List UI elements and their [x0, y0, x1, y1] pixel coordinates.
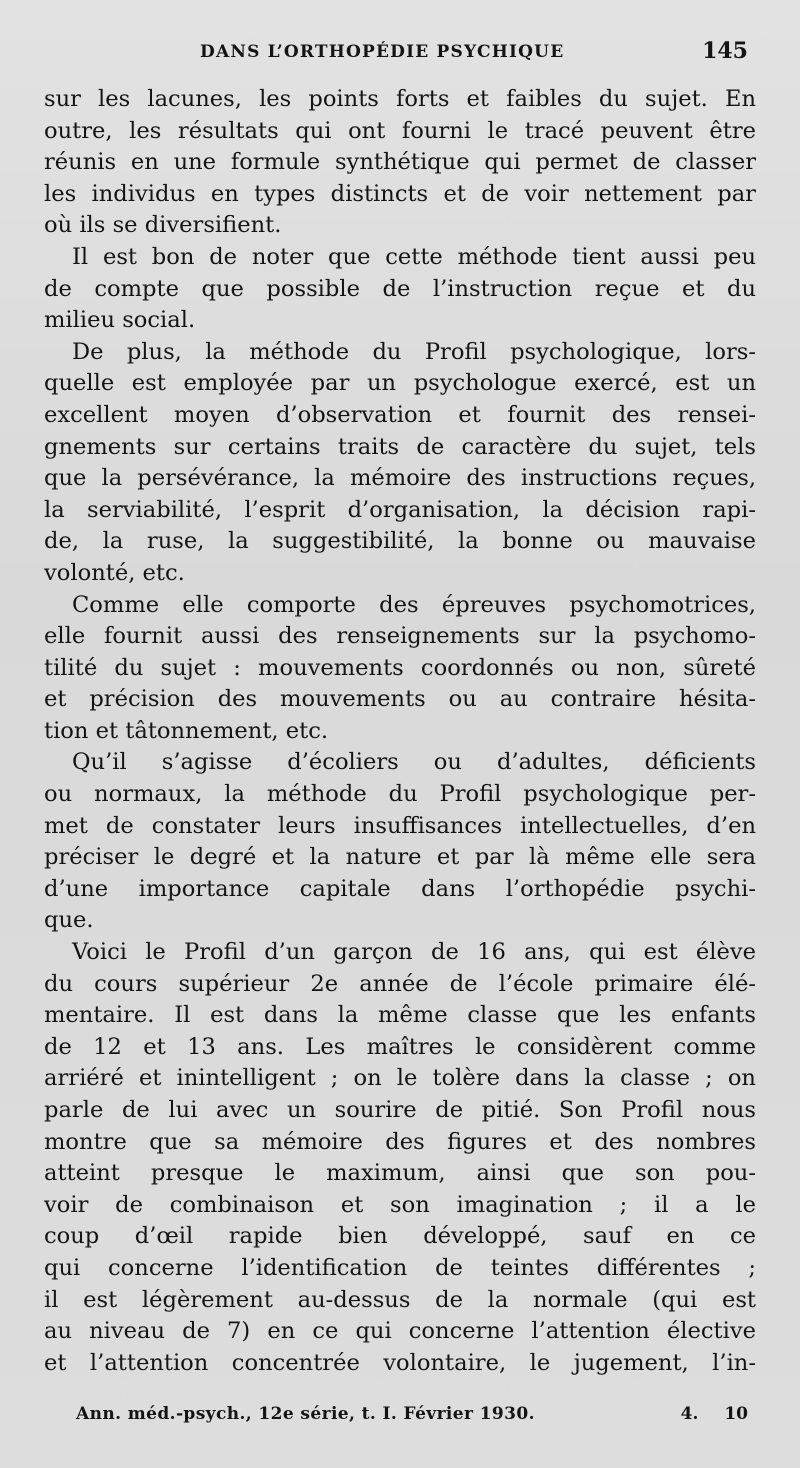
text-line: voir de combinaison et son imagination ; il a le: [44, 1191, 756, 1218]
text-line: où ils se diversifient.: [44, 212, 282, 239]
text-line: Qu’il s’agisse d’écoliers ou d’adultes, déficients: [72, 749, 756, 776]
text-line: coup d’œil rapide bien développé, sauf en ce: [44, 1223, 756, 1250]
text-line: tion et tâtonnement, etc.: [44, 717, 329, 744]
text-line: d’une importance capitale dans l’orthopédie psychi-: [44, 875, 756, 902]
text-line: de, la ruse, la suggestibilité, la bonne ou mauvaise: [44, 528, 756, 555]
text-line: parle de lui avec un sourire de pitié. Son Profil nous: [44, 1097, 756, 1123]
text-line: met de constater leurs insuffisances intellectuelles, d’en: [44, 812, 756, 839]
running-head: [200, 38, 748, 68]
text-line: et précision des mouvements ou au contraire hésita-: [44, 686, 756, 713]
text-line: tilité du sujet : mouvements coordonnés ou non, sûreté: [44, 654, 756, 681]
text-line: ou normaux, la méthode du Profil psychologique per-: [44, 781, 756, 808]
text-line: De plus, la méthode du Profil psychologique, lors-: [72, 338, 756, 365]
page-number: 145: [702, 38, 748, 64]
running-title: DANS L’ORTHOPÉDIE PSYCHIQUE: [200, 42, 565, 62]
text-line: atteint presque le maximum, ainsi que son pou-: [44, 1160, 756, 1187]
text-line: réunis en une formule synthétique qui permet de classer: [44, 149, 756, 176]
journal-citation: Ann. méd.-psych., 12e série, t. I. Février 1930.: [76, 1404, 535, 1424]
text-line: que la persévérance, la mémoire des instructions reçues,: [44, 465, 756, 492]
text-line: mentaire. Il est dans la même classe que les enfants: [44, 1002, 756, 1029]
text-line: gnements sur certains traits de caractère du sujet, tels: [44, 433, 756, 460]
footer: [76, 1404, 748, 1434]
text-line: arriéré et inintelligent ; on le tolère dans la classe ; on: [44, 1065, 756, 1092]
text-line: les individus en types distincts et de voir nettement par: [44, 180, 756, 207]
text-line: qui concerne l’identification de teintes différentes ;: [44, 1254, 756, 1281]
text-line: quelle est employée par un psychologue exercé, est un: [44, 370, 756, 397]
text-line: montre que sa mémoire des figures et des nombres: [44, 1128, 756, 1155]
text-line: du cours supérieur 2e année de l’école primaire élé-: [44, 970, 756, 997]
body-text: [44, 84, 756, 1379]
text-line: Il est bon de noter que cette méthode tient aussi peu: [72, 243, 756, 270]
text-line: de compte que possible de l’instruction reçue et du: [44, 275, 756, 302]
text-line: volonté, etc.: [44, 559, 185, 586]
text-line: la serviabilité, l’esprit d’organisation, la décision rapi-: [44, 496, 756, 523]
text-line: sur les lacunes, les points forts et faibles du sujet. En: [44, 86, 756, 112]
text-line: il est légèrement au-dessus de la normale (qui est: [44, 1286, 756, 1313]
signature-mark: 4. 10: [680, 1404, 748, 1424]
text-line: que.: [44, 907, 94, 934]
text-line: excellent moyen d’observation et fournit des rensei-: [44, 401, 756, 428]
text-line: Comme elle comporte des épreuves psychomotrices,: [72, 591, 756, 618]
text-line: de 12 et 13 ans. Les maîtres le considèrent comme: [44, 1033, 756, 1060]
text-line: et l’attention concentrée volontaire, le jugement, l’in-: [44, 1349, 756, 1376]
text-line: milieu social.: [44, 307, 196, 334]
text-line: Voici le Profil d’un garçon de 16 ans, qui est élève: [72, 939, 756, 966]
text-line: outre, les résultats qui ont fourni le tracé peuvent être: [44, 117, 756, 144]
text-line: elle fournit aussi des renseignements sur la psychomo-: [44, 623, 756, 650]
text-line: préciser le degré et la nature et par là même elle sera: [44, 844, 756, 871]
text-line: au niveau de 7) en ce qui concerne l’attention élective: [44, 1318, 756, 1345]
